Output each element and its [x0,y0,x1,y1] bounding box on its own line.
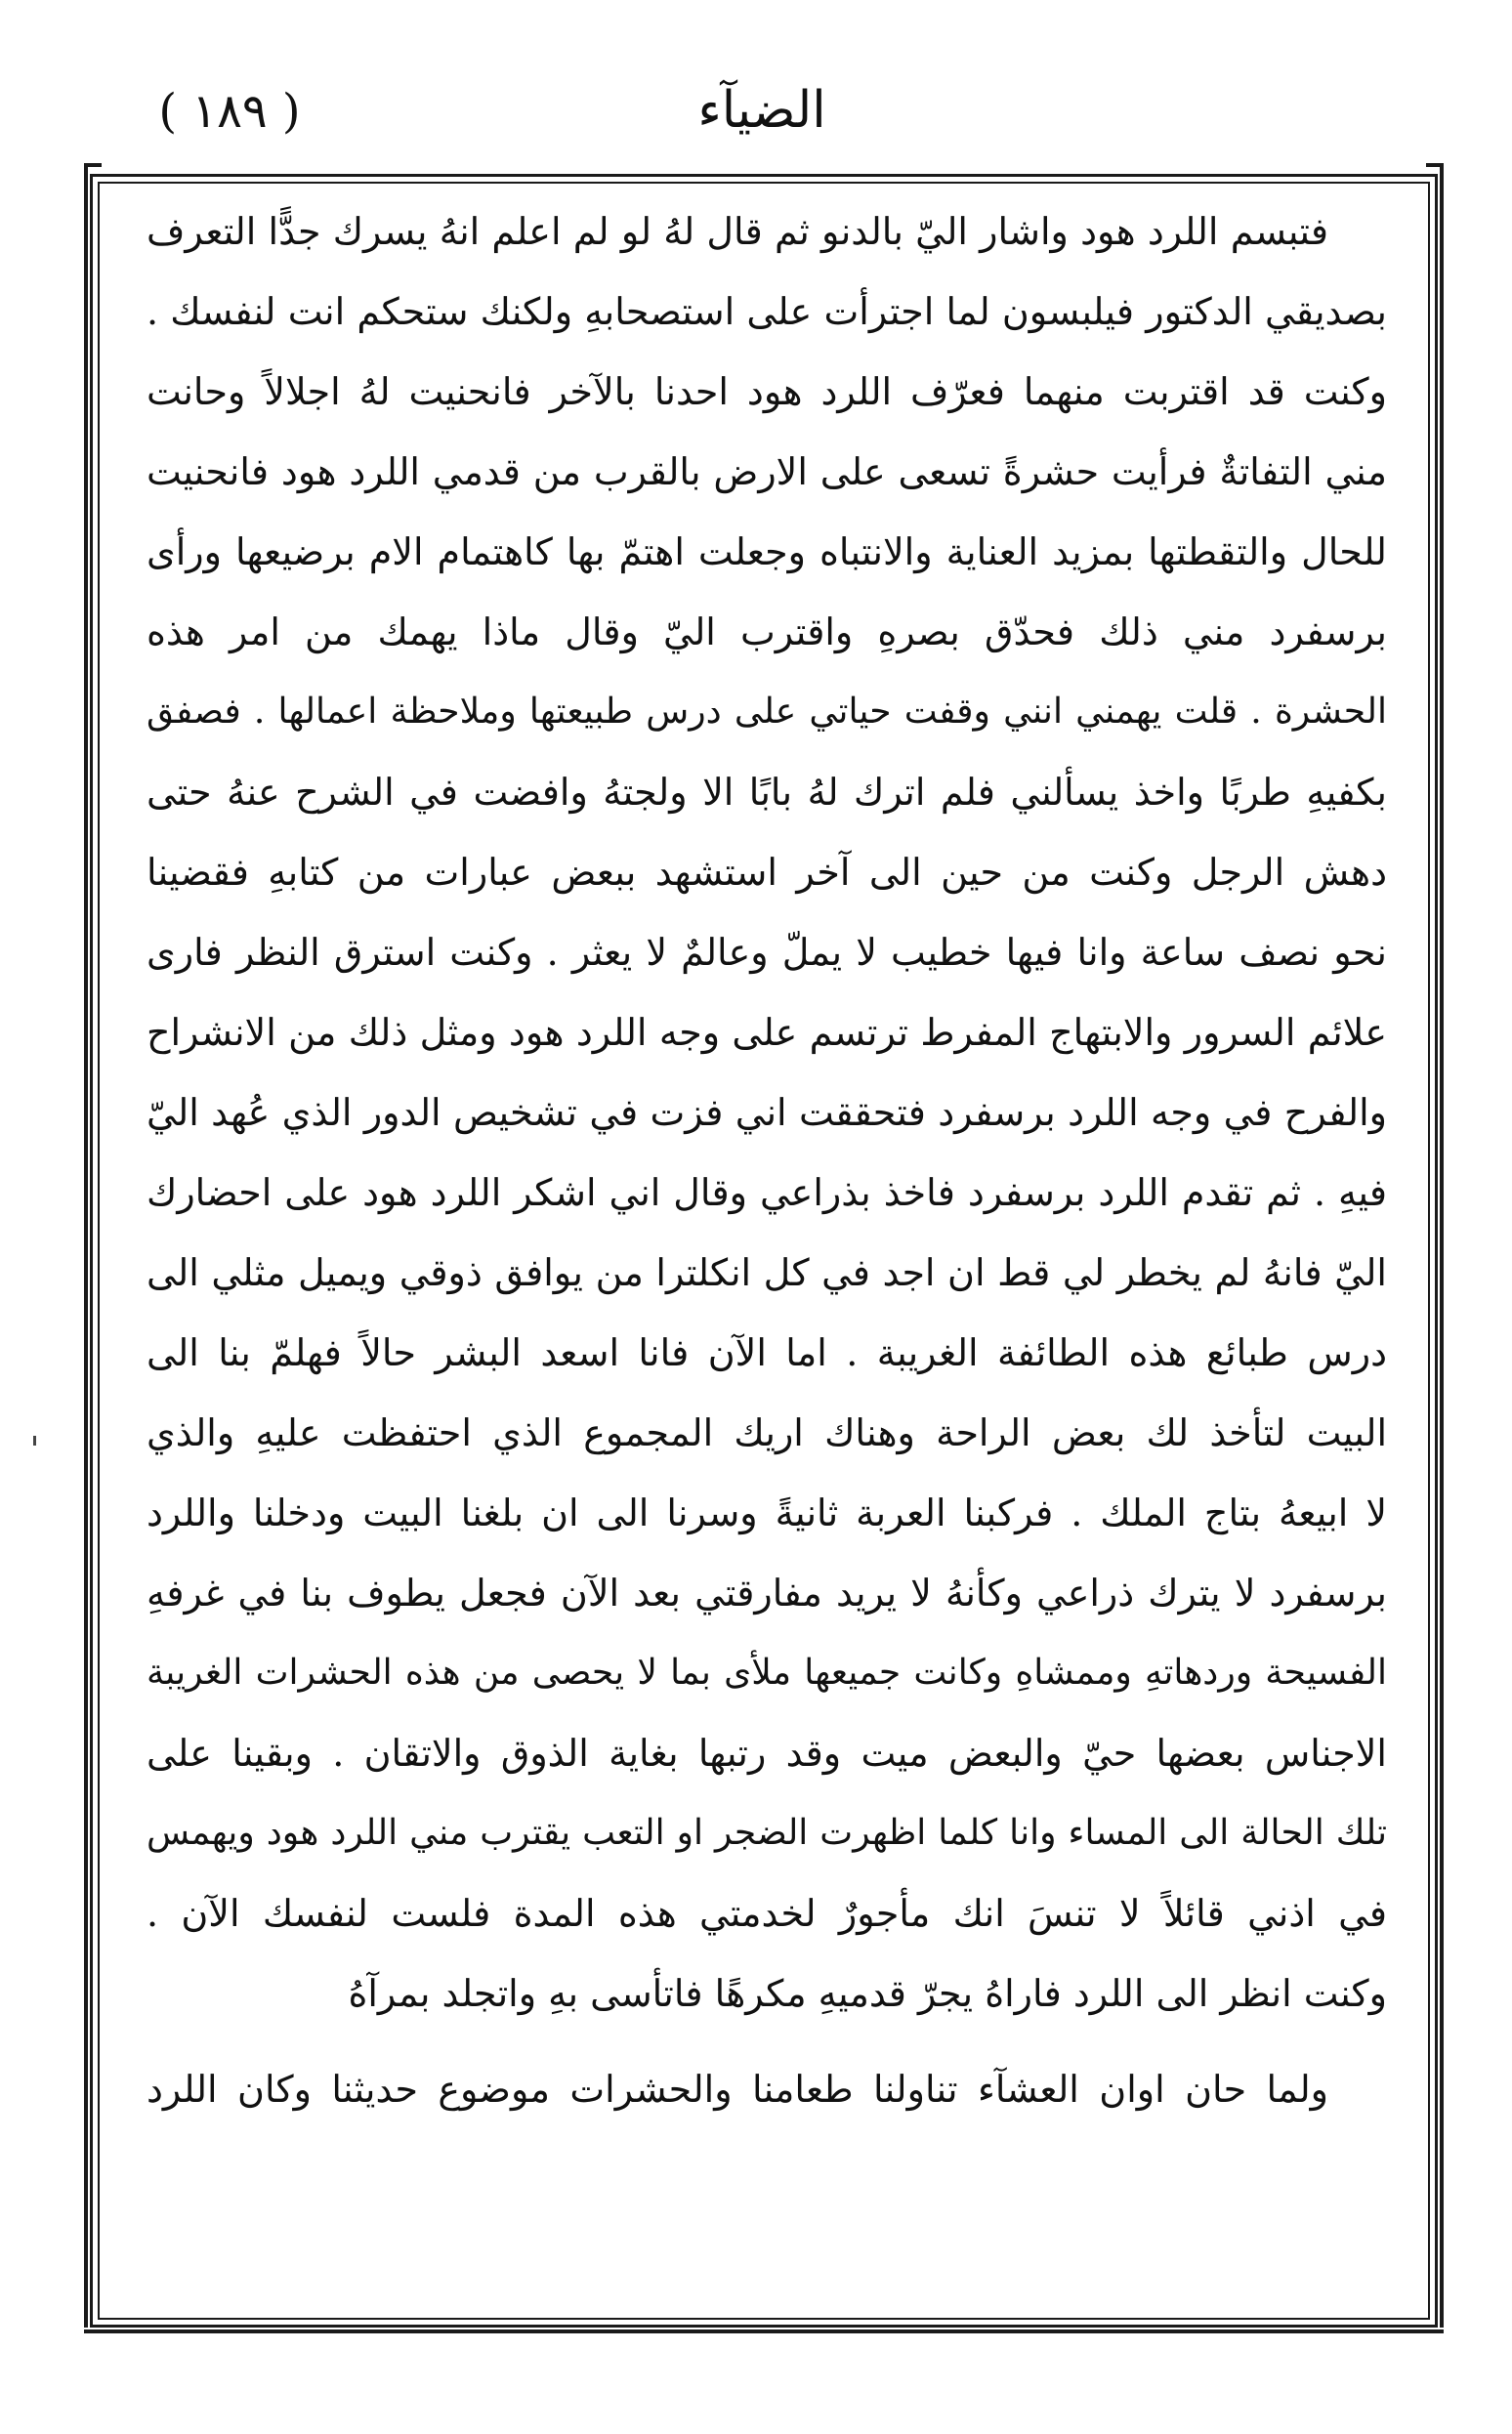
text-line: وكنت قد اقتربت منهما فعرّف اللرد هود احدنا بالآخر فانحنيت لهُ اجلالاً وحانت [147,370,1387,413]
text-line: ولما حان اوان العشآء تناولنا طعامنا والحشرات موضوع حديثنا وكان اللرد [147,2068,1328,2111]
text-line: فتبسم اللرد هود واشار اليّ بالدنو ثم قال لهُ لو لم اعلم انهُ يسرك جدًّا التعرف [147,210,1328,253]
text-line: الحشرة . قلت يهمني انني وقفت حياتي على درس طبيعتها وملاحظة اعمالها . فصفق [147,692,1387,732]
text-line: تلك الحالة الى المساء وانا كلما اظهرت الضجر او التعب يقترب مني اللرد هود ويهمس [147,1813,1387,1853]
text-line: للحال والتقطتها بمزيد العناية والانتباه وجعلت اهتمّ بها كاهتمام الام برضيعها ورأى [147,530,1387,573]
text-line: والفرح في وجه اللرد برسفرد فتحققت اني فزت في تشخيص الدور الذي عُهد اليّ [147,1091,1387,1134]
page-number: ( ١٨٩ ) [158,84,301,139]
frame-corner-right [1426,163,1444,177]
frame-outer-left-rule [84,174,88,2328]
text-line: البيت لتأخذ لك بعض الراحة وهناك اريك المجموع الذي احتفظت عليهِ والذي [147,1411,1387,1454]
text-line: درس طبائع هذه الطائفة الغريبة . اما الآن فانا اسعد البشر حالاً فهلمّ بنا الى [147,1331,1387,1374]
text-line: علائم السرور والابتهاج المفرط ترتسم على وجه اللرد هود ومثل ذلك من الانشراح [147,1011,1387,1054]
frame-outer-right-rule [1440,174,1444,2328]
text-line: نحو نصف ساعة وانا فيها خطيب لا يملّ وعالمٌ لا يعثر . وكنت استرق النظر فارى [147,931,1387,974]
text-line: الاجناس بعضها حيّ والبعض ميت وقد رتبها بغاية الذوق والاتقان . وبقينا على [147,1732,1387,1775]
text-line: في اذني قائلاً لا تنسَ انك مأجورٌ لخدمتي هذه المدة فلست لنفسك الآن . [147,1892,1387,1935]
running-title: الضيآء [697,81,826,140]
text-line: مني التفاتةٌ فرأيت حشرةً تسعى على الارض بالقرب من قدمي اللرد هود فانحنيت [147,450,1387,493]
text-line: برسفرد مني ذلك فحدّق بصرهِ واقترب اليّ وقال ماذا يهمك من امر هذه [147,610,1387,653]
text-line: الفسيحة وردهاتهِ وممشاهِ وكانت جميعها ملأى بما لا يحصى من هذه الحشرات الغريبة [147,1653,1387,1693]
text-line: اليّ فانهُ لم يخطر لي قط ان اجد في كل انكلترا من يوافق ذوقي ويميل مثلي الى [147,1251,1387,1294]
text-line: وكنت انظر الى اللرد فاراهُ يجرّ قدميهِ مكرهًا فاتأسى بهِ واتجلد بمرآهُ [348,1972,1387,2015]
text-line: بكفيهِ طربًا واخذ يسألني فلم اترك لهُ بابًا الا ولجتهُ وافضت في الشرح عنهُ حتى [147,771,1387,814]
text-line: بصديقي الدكتور فيلبسون لما اجترأت على استصحابهِ ولكنك ستحكم انت لنفسك . [147,290,1387,333]
paragraph-gap [147,2034,1387,2049]
text-line: دهش الرجل وكنت من حين الى آخر استشهد ببعض عبارات من كتابهِ فقضينا [147,851,1387,894]
text-line: لا ابيعهُ بتاج الملك . فركبنا العربة ثانيةً وسرنا الى ان بلغنا البيت ودخلنا واللرد [147,1491,1387,1534]
margin-stray-mark [33,1436,36,1446]
text-line: فيهِ . ثم تقدم اللرد برسفرد فاخذ بذراعي وقال اني اشكر اللرد هود على احضارك [147,1171,1387,1214]
body-text [147,191,1387,2129]
frame-corner-left [84,163,102,177]
text-line: برسفرد لا يترك ذراعي وكأنهُ لا يريد مفارقتي بعد الآن فجعل يطوف بنا في غرفهِ [147,1572,1387,1615]
frame-outer-bottom-rule [84,2329,1444,2333]
